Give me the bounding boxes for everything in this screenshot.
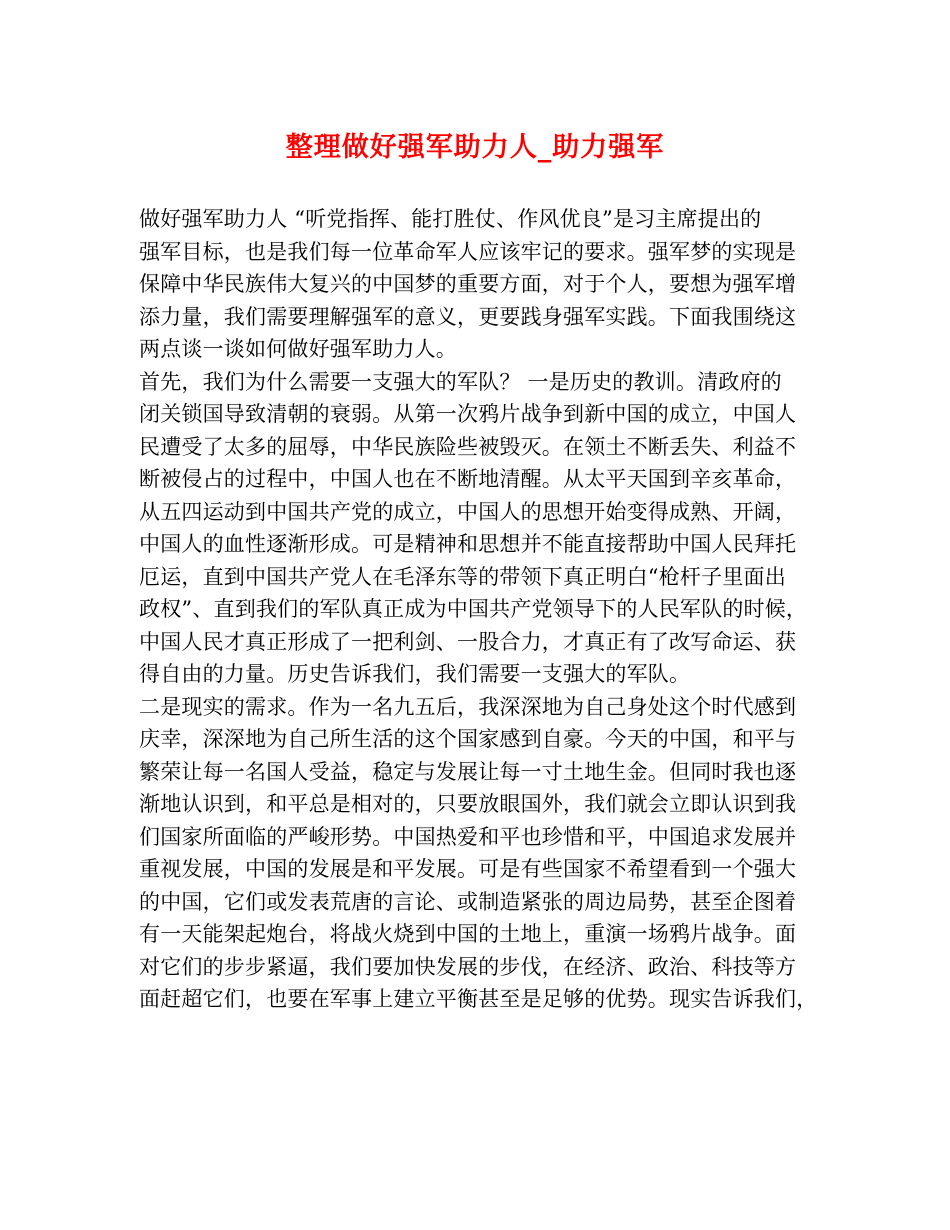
body-text-line: 添力量，我们需要理解强军的意义，更要践身强军实践。下面我围绕这 <box>139 304 797 329</box>
body-text-line: 保障中华民族伟大复兴的中国梦的重要方面，对于个人，要想为强军增 <box>139 272 797 296</box>
body-text-line: 重视发展，中国的发展是和平发展。可是有些国家不希望看到一个强大 <box>139 857 797 881</box>
body-text-line: 政权”、直到我们的军队真正成为中国共产党领导下的人民军队的时候， <box>139 597 808 621</box>
body-text-line: 繁荣让每一名国人受益，稳定与发展让每一寸土地生金。但同时我也逐 <box>139 759 797 784</box>
body-text-line: 民遭受了太多的屈辱，中华民族险些被毁灭。在领土不断丢失、利益不 <box>139 434 797 459</box>
body-text-line: 们国家所面临的严峻形势。中国热爱和平也珍惜和平，中国追求发展并 <box>139 824 797 849</box>
body-text-line: 中国人民才真正形成了一把利剑、一股合力，才真正有了改写命运、获 <box>139 629 797 654</box>
document-title: 整理做好强军助力人_助力强军 <box>285 132 665 163</box>
body-text-line: 从五四运动到中国共产党的成立，中国人的思想开始变得成熟、开阔， <box>139 499 797 524</box>
document-body <box>139 203 829 1016</box>
body-text-line: 对它们的步步紧逼，我们要加快发展的步伐，在经济、政治、科技等方 <box>139 954 797 979</box>
body-text-line: 闭关锁国导致清朝的衰弱。从第一次鸦片战争到新中国的成立，中国人 <box>139 402 797 426</box>
body-text-line: 断被侵占的过程中，中国人也在不断地清醒。从太平天国到辛亥革命， <box>139 467 797 491</box>
body-text-line: 两点谈一谈如何做好强军助力人。 <box>139 337 457 361</box>
body-text-line: 中国人的血性逐渐形成。可是精神和思想并不能直接帮助中国人民拜托 <box>139 532 797 556</box>
body-text-line: 庆幸，深深地为自己所生活的这个国家感到自豪。今天的中国，和平与 <box>139 727 797 751</box>
body-text-line: 厄运，直到中国共产党人在毛泽东等的带领下真正明白“枪杆子里面出 <box>139 564 786 589</box>
body-text-line: 强军目标，也是我们每一位革命军人应该牢记的要求。强军梦的实现是 <box>139 239 797 264</box>
body-text-line: 渐地认识到，和平总是相对的，只要放眼国外，我们就会立即认识到我 <box>139 792 797 816</box>
body-text-line: 有一天能架起炮台，将战火烧到中国的土地上，重演一场鸦片战争。面 <box>139 922 797 946</box>
body-text-line: 面赶超它们，也要在军事上建立平衡甚至是足够的优势。现实告诉我们， <box>139 987 818 1011</box>
body-text-line: 二是现实的需求。作为一名九五后，我深深地为自己身处这个时代感到 <box>139 694 797 719</box>
body-text-line: 得自由的力量。历史告诉我们，我们需要一支强大的军队。 <box>139 662 691 686</box>
body-text-line: 做好强军助力人 “听党指挥、能打胜仗、作风优良”是习主席提出的 <box>139 207 762 231</box>
body-text-line: 首先，我们为什么需要一支强大的军队？ 一是历史的教训。清政府的 <box>139 369 782 394</box>
body-text-line: 的中国，它们或发表荒唐的言论、或制造紧张的周边局势，甚至企图着 <box>139 889 797 914</box>
